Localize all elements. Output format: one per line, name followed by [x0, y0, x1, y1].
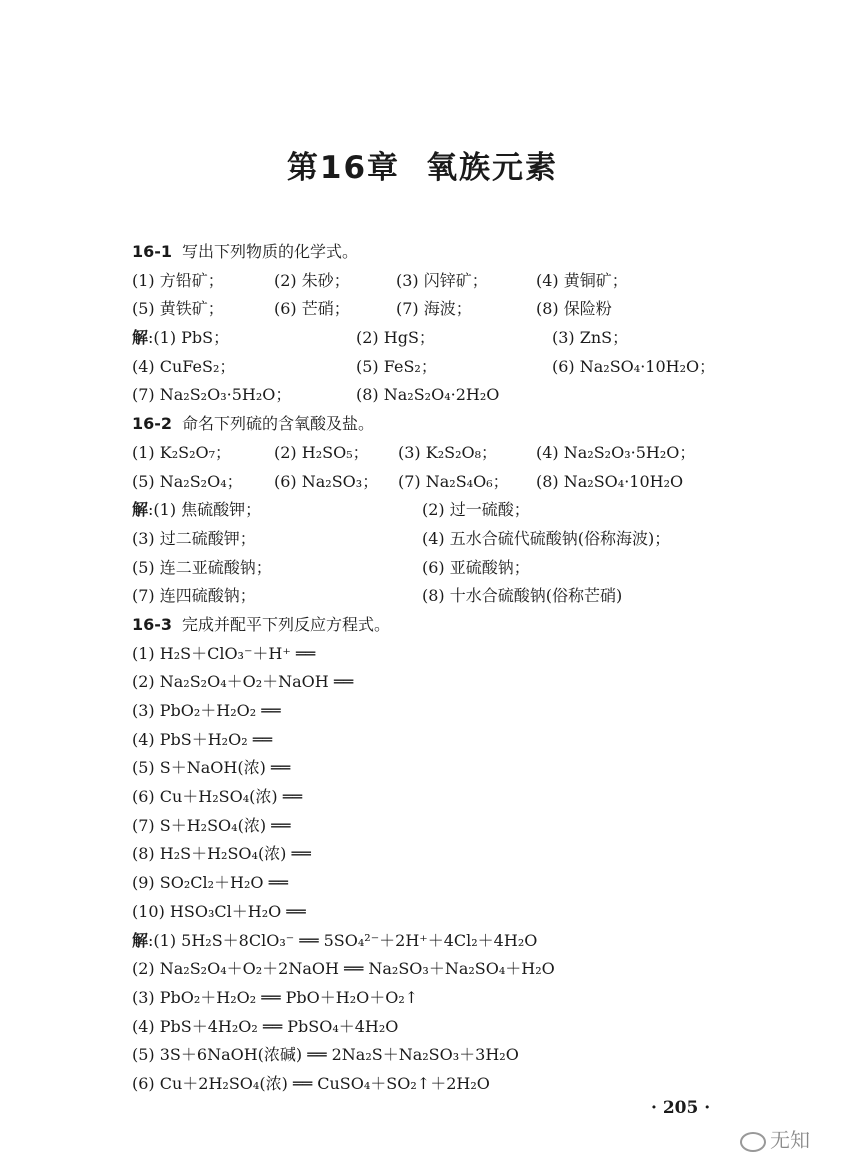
column-cell: [536, 267, 628, 296]
cell-text: (4) Na₂S₂O₃·5H₂O；: [536, 442, 696, 462]
question-number: 16-3: [132, 614, 173, 634]
column-cell: [132, 468, 243, 497]
question-heading: [132, 410, 752, 439]
column-cell: [132, 582, 256, 611]
cell-text: (8) 保险粉: [536, 299, 612, 319]
cell-text: (3) 闪锌矿；: [396, 270, 488, 290]
text-line: [132, 267, 752, 296]
wechat-icon: [740, 1132, 766, 1152]
column-cell: [356, 353, 437, 382]
cell-text: (1) 方铅矿；: [132, 270, 224, 290]
text-line: [132, 1041, 752, 1070]
question-number: 16-1: [132, 242, 173, 261]
text-line: [132, 525, 752, 554]
column-cell: [396, 295, 472, 324]
text-line: [132, 726, 752, 755]
column-cell: [132, 525, 256, 554]
column-cell: [132, 439, 231, 468]
cell-text: (8) Na₂SO₄·10H₂O: [536, 471, 684, 491]
equation-text: (3) PbO₂＋H₂O₂ ══: [132, 701, 281, 720]
equation-text: (5) S＋NaOH(浓) ══: [132, 758, 291, 778]
equation-text: (2) Na₂S₂O₄＋O₂＋2NaOH ══ Na₂SO₃＋Na₂SO₄＋H₂O: [132, 959, 555, 979]
cell-text: (8) 十水合硫酸钠(俗称芒硝): [422, 586, 623, 606]
text-line: [132, 754, 752, 783]
column-cell: [274, 468, 378, 497]
cell-text: (7) Na₂S₂O₃·5H₂O；: [132, 385, 292, 405]
column-cell: [356, 324, 435, 353]
text-line: [132, 984, 752, 1013]
cell-text: (4) 五水合硫代硫酸钠(俗称海波)；: [422, 528, 671, 548]
answer-label: 解: [132, 930, 149, 950]
text-line: [132, 1070, 752, 1099]
cell-text: (6) 芒硝；: [274, 299, 350, 319]
cell-text: (7) Na₂S₄O₆；: [398, 471, 509, 491]
text-line: [132, 439, 752, 468]
equation-text: (10) HSO₃Cl＋H₂O ══: [132, 901, 306, 921]
question-heading: [132, 611, 752, 640]
cell-text: (5) Na₂S₂O₄；: [132, 471, 243, 491]
cell-text: :(1) 焦硫酸钾；: [148, 500, 262, 520]
equation-text: :(1) 5H₂S＋8ClO₃⁻ ══ 5SO₄²⁻＋2H⁺＋4Cl₂＋4H₂O: [148, 930, 538, 950]
cell-text: (2) H₂SO₅；: [274, 442, 369, 462]
text-line: [132, 295, 752, 324]
column-cell: [132, 267, 224, 296]
text-line: [132, 898, 752, 927]
equation-text: (3) PbO₂＋H₂O₂ ══ PbO＋H₂O＋O₂↑: [132, 987, 419, 1007]
text-line: [132, 353, 752, 382]
cell-text: (2) HgS；: [356, 328, 435, 348]
column-cell: [274, 267, 350, 296]
equation-text: (5) 3S＋6NaOH(浓碱) ══ 2Na₂S＋Na₂SO₃＋3H₂O: [132, 1045, 519, 1065]
chapter-title: [0, 142, 845, 187]
equation-text: (2) Na₂S₂O₄＋O₂＋NaOH ══: [132, 672, 354, 692]
text-line: [132, 468, 752, 497]
cell-text: (3) K₂S₂O₈；: [398, 442, 498, 462]
cell-text: (6) Na₂SO₃；: [274, 471, 379, 491]
watermark-text: 无知: [770, 1128, 810, 1152]
equation-text: (6) Cu＋2H₂SO₄(浓) ══ CuSO₄＋SO₂↑＋2H₂O: [132, 1073, 490, 1093]
answer-label: 解: [132, 328, 149, 348]
question-text: 命名下列硫的含氧酸及盐。: [182, 414, 375, 434]
text-line: [132, 496, 752, 525]
column-cell: [356, 381, 499, 410]
cell-text: (5) 连二亚硫酸钠；: [132, 557, 272, 577]
cell-text: (7) 连四硫酸钠；: [132, 586, 256, 606]
equation-text: (4) PbS＋H₂O₂ ══: [132, 729, 272, 749]
page-number: · 205 ·: [651, 1098, 711, 1118]
watermark: [740, 1124, 810, 1153]
cell-text: (4) CuFeS₂；: [132, 356, 236, 376]
text-line: [132, 668, 752, 697]
column-cell: [552, 324, 628, 353]
cell-text: (5) 黄铁矿；: [132, 299, 224, 319]
cell-text: (6) 亚硫酸钠；: [422, 557, 530, 577]
question-heading: [132, 238, 752, 267]
equation-text: (7) S＋H₂SO₄(浓) ══: [132, 815, 291, 835]
text-line: [132, 955, 752, 984]
column-cell: [132, 381, 291, 410]
text-line: [132, 1013, 752, 1042]
question-text: 写出下列物质的化学式。: [182, 242, 359, 261]
chapter-number: 第16章: [286, 150, 401, 186]
column-cell: [422, 582, 622, 611]
column-cell: [422, 525, 670, 554]
text-line: [132, 640, 752, 669]
column-cell: [132, 554, 272, 583]
equation-text: (6) Cu＋H₂SO₄(浓) ══: [132, 787, 302, 807]
cell-text: (7) 海波；: [396, 299, 472, 319]
column-cell: [132, 324, 229, 353]
text-line: [132, 840, 752, 869]
column-cell: [132, 295, 224, 324]
text-line: [132, 324, 752, 353]
cell-text: (3) ZnS；: [552, 328, 629, 348]
text-line: [132, 812, 752, 841]
cell-text: (6) Na₂SO₄·10H₂O；: [552, 356, 716, 376]
chapter-name: 氧族元素: [426, 150, 559, 186]
text-line: [132, 381, 752, 410]
column-cell: [274, 295, 350, 324]
equation-text: (4) PbS＋4H₂O₂ ══ PbSO₄＋4H₂O: [132, 1016, 399, 1036]
text-line: [132, 927, 752, 956]
cell-text: (8) Na₂S₂O₄·2H₂O: [356, 385, 500, 405]
cell-text: (2) 朱砂；: [274, 270, 350, 290]
column-cell: [422, 496, 530, 525]
equation-text: (1) H₂S＋ClO₃⁻＋H⁺ ══: [132, 643, 316, 663]
column-cell: [396, 267, 488, 296]
column-cell: [536, 468, 683, 497]
cell-text: (3) 过二硫酸钾；: [132, 528, 256, 548]
column-cell: [398, 439, 497, 468]
column-cell: [536, 439, 695, 468]
exercise-content: [132, 238, 752, 1099]
column-cell: [274, 439, 369, 468]
equation-text: (9) SO₂Cl₂＋H₂O ══: [132, 873, 288, 893]
question-text: 完成并配平下列反应方程式。: [182, 614, 391, 634]
cell-text: (5) FeS₂；: [356, 356, 437, 376]
equation-text: (8) H₂S＋H₂SO₄(浓) ══: [132, 844, 311, 864]
column-cell: [536, 295, 612, 324]
text-line: [132, 697, 752, 726]
cell-text: (1) K₂S₂O₇；: [132, 442, 232, 462]
answer-label: 解: [132, 500, 149, 520]
text-line: [132, 582, 752, 611]
cell-text: (4) 黄铜矿；: [536, 270, 628, 290]
column-cell: [398, 468, 509, 497]
text-line: [132, 554, 752, 583]
column-cell: [422, 554, 530, 583]
column-cell: [132, 496, 261, 525]
question-number: 16-2: [132, 414, 173, 434]
cell-text: (2) 过一硫酸；: [422, 500, 530, 520]
text-line: [132, 783, 752, 812]
cell-text: :(1) PbS；: [148, 328, 230, 348]
column-cell: [132, 353, 235, 382]
column-cell: [552, 353, 715, 382]
text-line: [132, 869, 752, 898]
